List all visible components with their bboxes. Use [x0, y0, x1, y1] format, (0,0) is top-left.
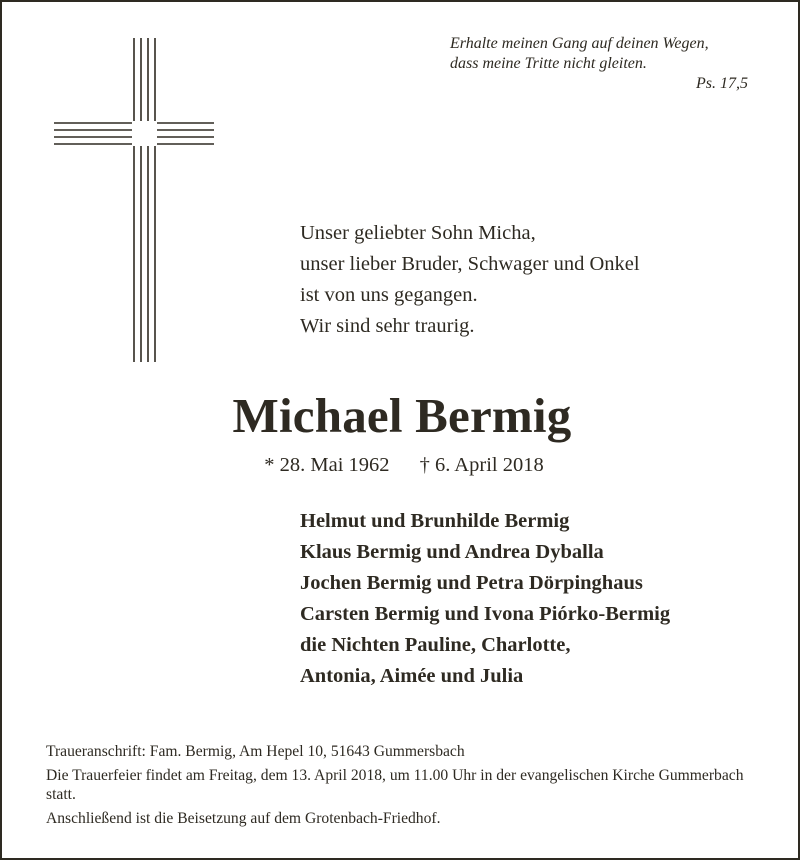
cross-icon — [54, 38, 214, 362]
quote-line: dass meine Tritte nicht gleiten. — [450, 55, 647, 72]
intro-line: Unser geliebter Sohn Micha, — [300, 222, 536, 244]
mourner-line: die Nichten Pauline, Charlotte, — [300, 634, 571, 656]
mourner-line: Carsten Bermig und Ivona Piórko-Bermig — [300, 603, 671, 625]
mourner-line: Klaus Bermig und Andrea Dyballa — [300, 541, 604, 563]
mourner-line: Antonia, Aimée und Julia — [300, 665, 524, 687]
intro-line: unser lieber Bruder, Schwager und Onkel — [300, 253, 640, 275]
mourners-list — [300, 506, 780, 692]
mourning-address: Traueranschrift: Fam. Bermig, Am Hepel 10, 51643 Gummersbach — [46, 743, 465, 760]
mourner-line: Helmut und Brunhilde Bermig — [300, 510, 570, 532]
funeral-ceremony-info: Die Trauerfeier findet am Freitag, dem 13. April 2018, um 11.00 Uhr in der evangelischen Kirche Gummerbach statt. — [46, 767, 744, 803]
quote-reference: Ps. 17,5 — [696, 75, 748, 92]
intro-text — [300, 218, 770, 342]
birth-date: * 28. Mai 1962 — [264, 454, 390, 476]
quote-line: Erhalte meinen Gang auf deinen Wegen, — [450, 35, 709, 52]
mourner-line: Jochen Bermig und Petra Dörpinghaus — [300, 572, 643, 594]
footer-info — [46, 742, 776, 833]
intro-line: Wir sind sehr traurig. — [300, 315, 475, 337]
intro-line: ist von uns gegangen. — [300, 284, 478, 306]
life-dates — [2, 450, 800, 480]
death-date: † 6. April 2018 — [419, 454, 544, 476]
deceased-name: Michael Bermig — [232, 388, 572, 443]
burial-info: Anschließend ist die Beisetzung auf dem Grotenbach-Friedhof. — [46, 810, 441, 827]
bible-quote — [450, 34, 750, 94]
